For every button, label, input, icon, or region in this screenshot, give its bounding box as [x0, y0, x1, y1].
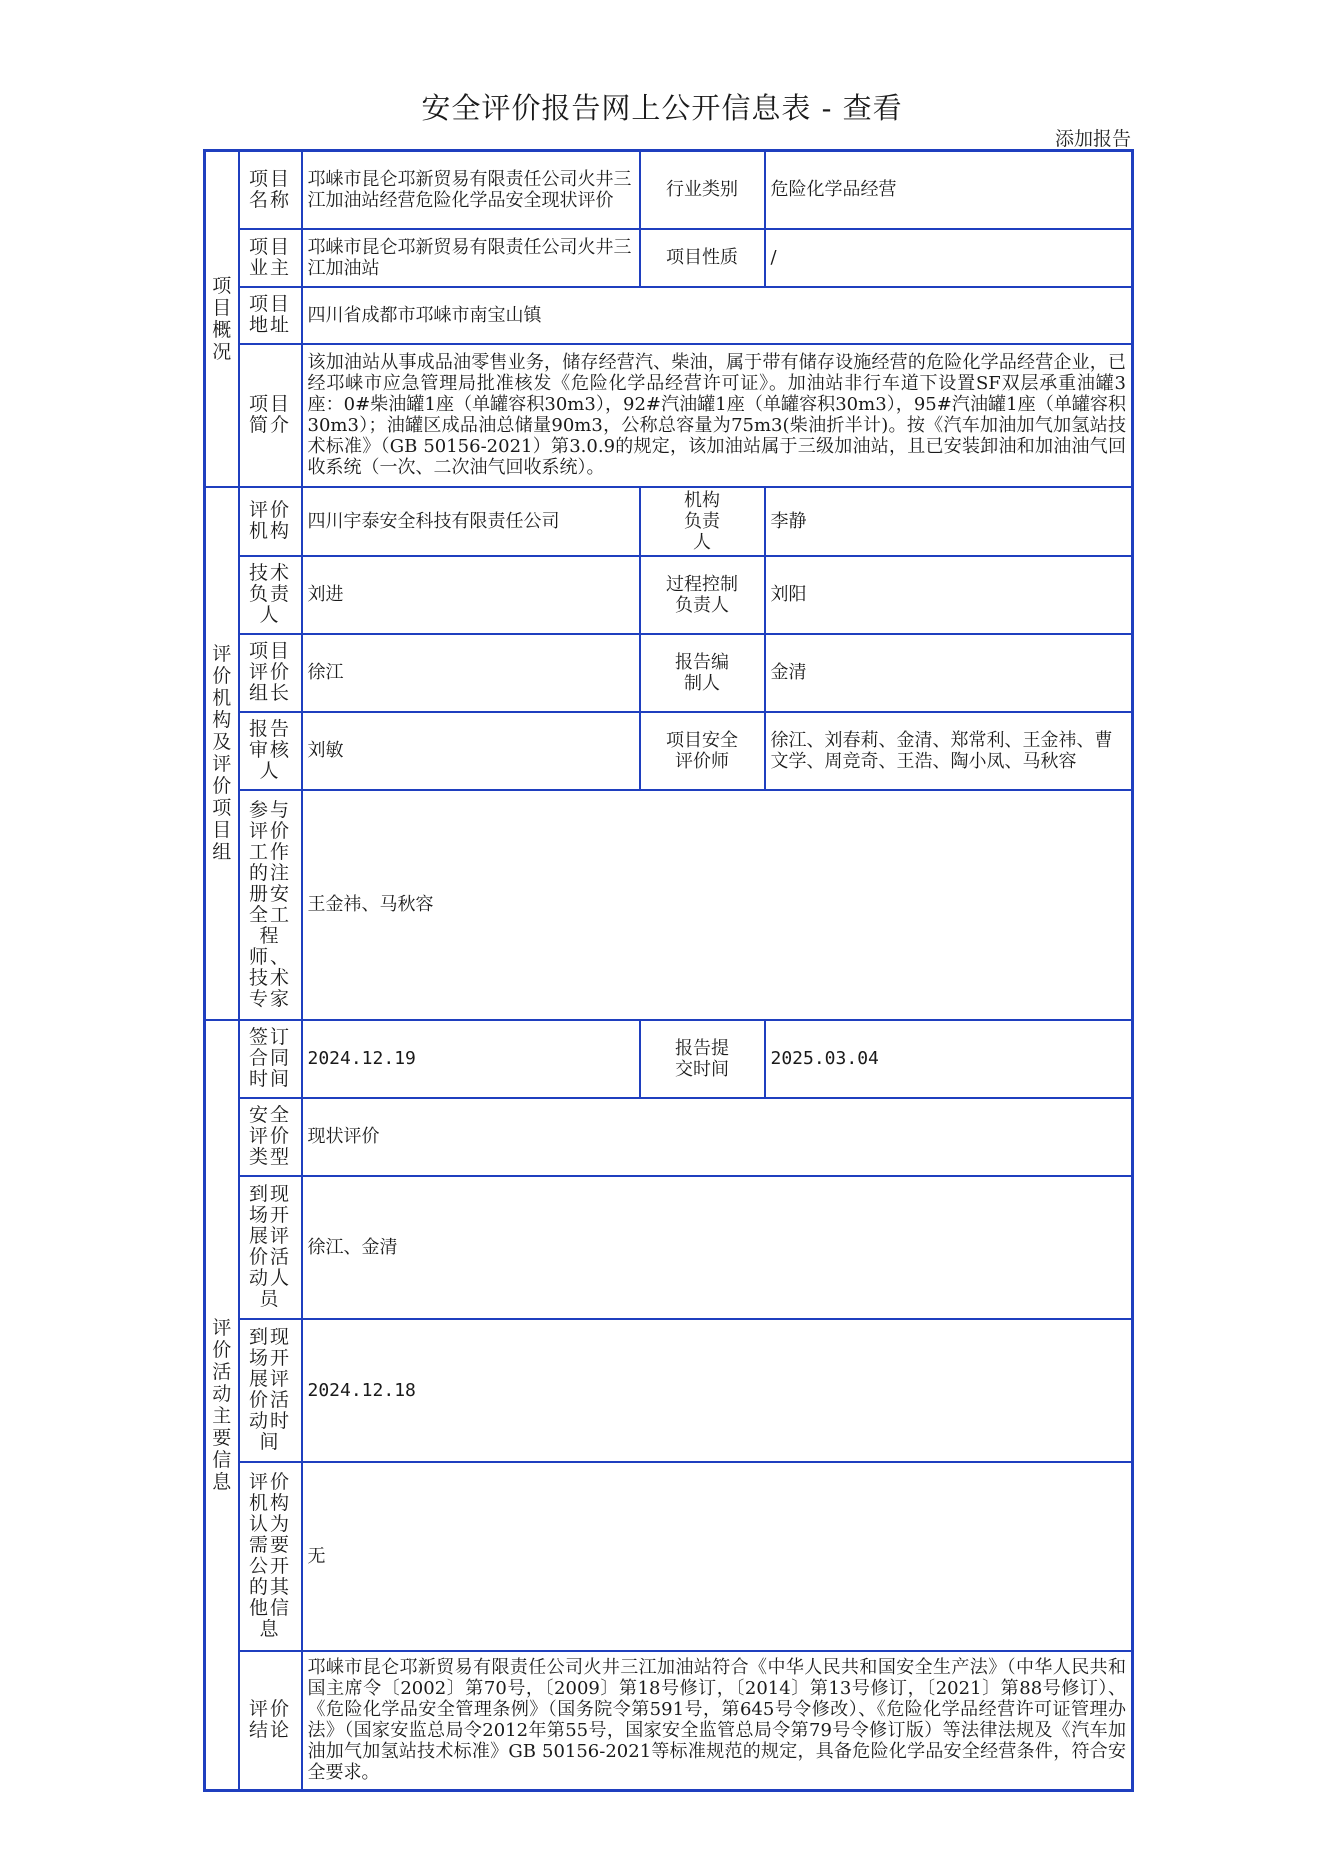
table-row	[205, 1651, 1133, 1791]
agency-value: 四川宇泰安全科技有限责任公司	[302, 487, 640, 556]
table-row	[205, 1319, 1133, 1462]
agency-head-label: 机构负责人	[640, 487, 765, 556]
process-head-value: 刘阳	[765, 556, 1133, 634]
add-report-link[interactable]: 添加报告	[1054, 128, 1131, 150]
table-row	[205, 151, 1133, 229]
table-row	[205, 790, 1133, 1020]
eval-type-label: 安全评价类型	[239, 1098, 302, 1176]
report-writer-value: 金清	[765, 634, 1133, 712]
table-row	[205, 344, 1133, 487]
owner-label: 项目业主	[239, 229, 302, 287]
evaluators-label: 项目安全评价师	[640, 712, 765, 790]
tech-head-value: 刘进	[302, 556, 640, 634]
nature-value: /	[765, 229, 1133, 287]
other-info-value: 无	[302, 1462, 1133, 1651]
conclusion-value: 邛崃市昆仑邛新贸易有限责任公司火井三江加油站符合《中华人民共和国安全生产法》（中华人民共和国主席令〔2002〕第70号，〔2009〕第18号修订，〔2014〕第13号修订，〔2021〕第88号修订）、《危险化学品安全管理条例》（国务院令第591号，第645号令修改）、《危险化学品经营许可证管理办法》（国家安监总局令2012年第55号，国家安全监管总局令第79号令修订版）等法律法规及《汽车加油加气加氢站技术标准》GB 50156-2021等标准规范的规定，具备危险化学品安全经营条件，符合安全要求。	[302, 1651, 1133, 1791]
contract-date-label: 签订合同时间	[239, 1020, 302, 1098]
eval-type-value: 现状评价	[302, 1098, 1133, 1176]
table-row	[205, 556, 1133, 634]
intro-label: 项目简介	[239, 344, 302, 487]
project-name-value: 邛崃市昆仑邛新贸易有限责任公司火井三江加油站经营危险化学品安全现状评价	[302, 151, 640, 229]
table-row	[205, 634, 1133, 712]
owner-value: 邛崃市昆仑邛新贸易有限责任公司火井三江加油站	[302, 229, 640, 287]
onsite-time-label: 到现场开展评价活动时间	[239, 1319, 302, 1462]
address-value: 四川省成都市邛崃市南宝山镇	[302, 287, 1133, 344]
reviewer-label: 报告审核人	[239, 712, 302, 790]
info-table	[203, 149, 1134, 1792]
report-writer-label: 报告编制人	[640, 634, 765, 712]
table-row	[205, 1462, 1133, 1651]
table-row	[205, 287, 1133, 344]
tech-head-label: 技术负责人	[239, 556, 302, 634]
section-overview: 项目概况	[205, 151, 239, 487]
table-row	[205, 1020, 1133, 1098]
onsite-time-value: 2024.12.18	[302, 1319, 1133, 1462]
evaluators-value: 徐江、刘春莉、金清、郑常利、王金祎、曹文学、周竞奇、王浩、陶小凤、马秋容	[765, 712, 1133, 790]
section-org: 评价机构及评价项目组	[205, 487, 239, 1020]
experts-value: 王金祎、马秋容	[302, 790, 1133, 1020]
onsite-people-label: 到现场开展评价活动人员	[239, 1176, 302, 1319]
address-label: 项目地址	[239, 287, 302, 344]
industry-label: 行业类别	[640, 151, 765, 229]
table-row	[205, 1176, 1133, 1319]
submit-date-label: 报告提交时间	[640, 1020, 765, 1098]
other-info-label: 评价机构认为需要公开的其他信息	[239, 1462, 302, 1651]
industry-value: 危险化学品经营	[765, 151, 1133, 229]
group-leader-label: 项目评价组长	[239, 634, 302, 712]
onsite-people-value: 徐江、金清	[302, 1176, 1133, 1319]
group-leader-value: 徐江	[302, 634, 640, 712]
experts-label: 参与评价工作的注册安全工程师、技术专家	[239, 790, 302, 1020]
section-activity: 评价活动主要信息	[205, 1020, 239, 1791]
project-name-label: 项目名称	[239, 151, 302, 229]
table-row	[205, 229, 1133, 287]
nature-label: 项目性质	[640, 229, 765, 287]
conclusion-label: 评价结论	[239, 1651, 302, 1791]
intro-value: 该加油站从事成品油零售业务，储存经营汽、柴油，属于带有储存设施经营的危险化学品经营企业，已经邛崃市应急管理局批准核发《危险化学品经营许可证》。加油站非行车道下设置SF双层承重油罐3座：0#柴油罐1座（单罐容积30m3），92#汽油罐1座（单罐容积30m3），95#汽油罐1座（单罐容积30m3）；油罐区成品油总储量90m3，公称总容量为75m3(柴油折半计)。按《汽车加油加气加氢站技术标准》（GB 50156-2021）第3.0.9的规定，该加油站属于三级加油站，且已安装卸油和加油油气回收系统（一次、二次油气回收系统）。	[302, 344, 1133, 487]
agency-label: 评价机构	[239, 487, 302, 556]
table-row	[205, 487, 1133, 556]
table-row	[205, 712, 1133, 790]
submit-date-value: 2025.03.04	[765, 1020, 1133, 1098]
reviewer-value: 刘敏	[302, 712, 640, 790]
table-row	[205, 1098, 1133, 1176]
process-head-label: 过程控制负责人	[640, 556, 765, 634]
agency-head-value: 李静	[765, 487, 1133, 556]
contract-date-value: 2024.12.19	[302, 1020, 640, 1098]
page-title: 安全评价报告网上公开信息表 - 查看	[421, 91, 903, 125]
